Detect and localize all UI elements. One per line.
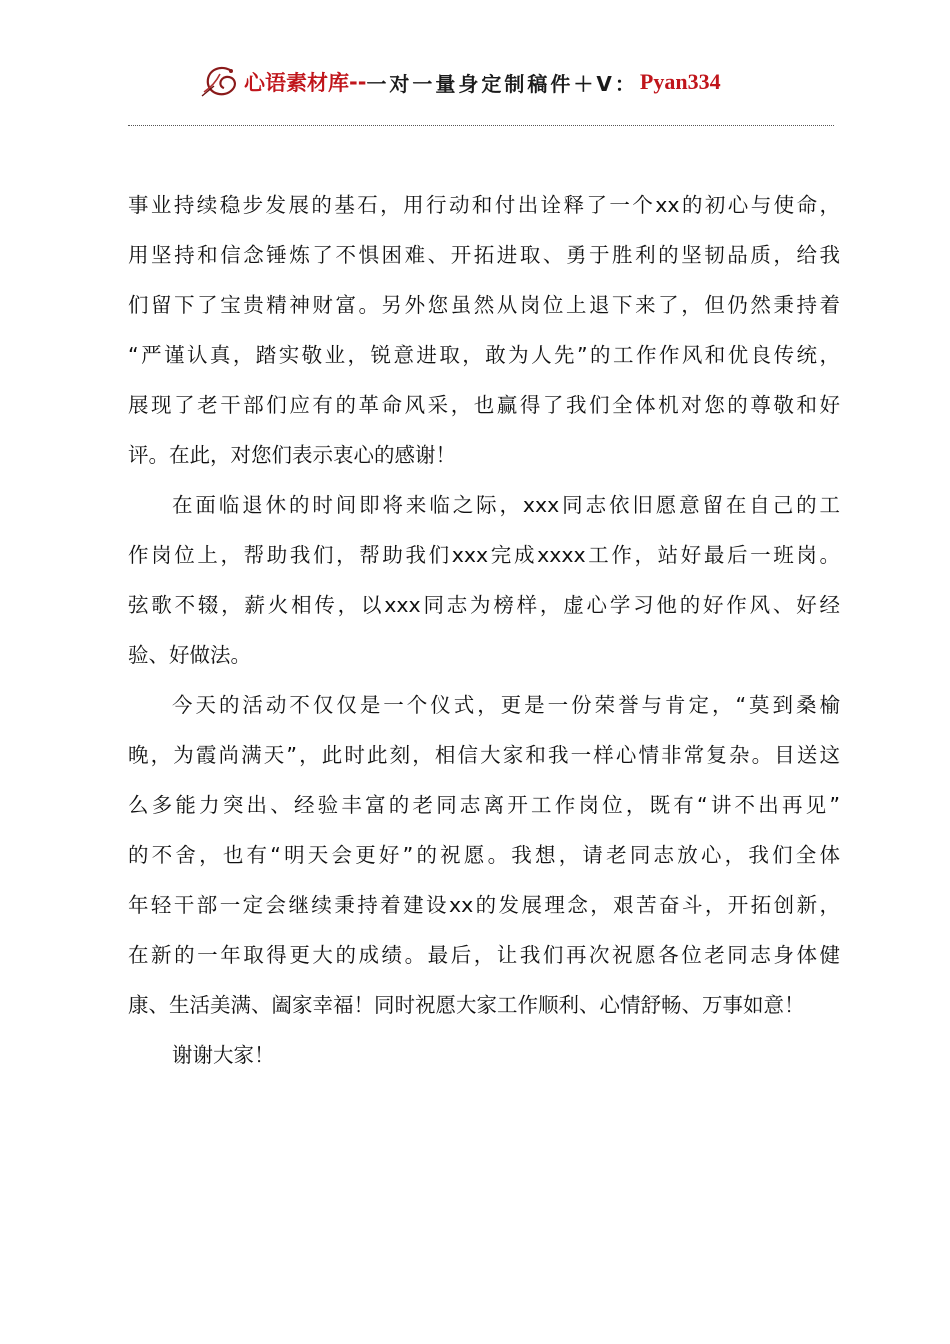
paragraph-line: 么多能力突出、经验丰富的老同志离开工作岗位，既有“讲不出再见” <box>128 793 840 817</box>
paragraph-line: 作岗位上，帮助我们，帮助我们xxx完成xxxx工作，站好最后一班岗。 <box>128 543 840 567</box>
brand-separator: -- <box>349 70 367 94</box>
paragraph-line: 评。在此，对您们表示衷心的感谢！ <box>128 443 456 467</box>
paragraph <box>128 1030 840 1080</box>
paragraph <box>128 180 840 480</box>
paragraph-line: 验、好做法。 <box>128 643 251 667</box>
header-tagline: 一对一量身定制稿件＋V： <box>366 71 638 96</box>
paragraph-line: 事业持续稳步发展的基石，用行动和付出诠释了一个xx的初心与使命， <box>128 193 840 217</box>
paragraph-line: 康、生活美满、阖家幸福！同时祝愿大家工作顺利、心情舒畅、万事如意！ <box>128 993 805 1017</box>
paragraph <box>128 480 840 680</box>
paragraph-line: 的不舍，也有“明天会更好”的祝愿。我想，请老同志放心，我们全体 <box>128 843 840 867</box>
paragraph-line: 在面临退休的时间即将来临之际，xxx同志依旧愿意留在自己的工 <box>172 493 840 517</box>
document-body <box>128 180 840 1080</box>
paragraph-line: 晚，为霞尚满天”，此时此刻，相信大家和我一样心情非常复杂。目送这 <box>128 743 840 767</box>
paragraph-line: 年轻干部一定会继续秉持着建设xx的发展理念，艰苦奋斗，开拓创新， <box>128 893 840 917</box>
paragraph-line: 谢谢大家！ <box>172 1043 275 1067</box>
paragraph <box>128 680 840 1030</box>
paragraph-line: 们留下了宝贵精神财富。另外您虽然从岗位上退下来了，但仍然秉持着 <box>128 293 840 317</box>
paragraph-line: 在新的一年取得更大的成绩。最后，让我们再次祝愿各位老同志身体健 <box>128 943 840 967</box>
paragraph-line: 今天的活动不仅仅是一个仪式，更是一份荣誉与肯定，“莫到桑榆 <box>172 693 840 717</box>
paragraph-line: 弦歌不辍，薪火相传，以xxx同志为榜样，虚心学习他的好作风、好经 <box>128 593 840 617</box>
paragraph-line: 用坚持和信念锤炼了不惧困难、开拓进取、勇于胜利的坚韧品质，给我 <box>128 243 840 267</box>
paragraph-line: 展现了老干部们应有的革命风采，也赢得了我们全体机对您的尊敬和好 <box>128 393 840 417</box>
header-divider <box>128 125 834 126</box>
paragraph-line: “严谨认真，踏实敬业，锐意进取，敢为人先”的工作作风和优良传统， <box>128 343 840 367</box>
brand-name: 心语素材库 <box>244 71 349 95</box>
page-header <box>200 62 721 102</box>
contact-code: Pyan334 <box>639 69 721 94</box>
swirl-logo-icon <box>200 62 244 102</box>
